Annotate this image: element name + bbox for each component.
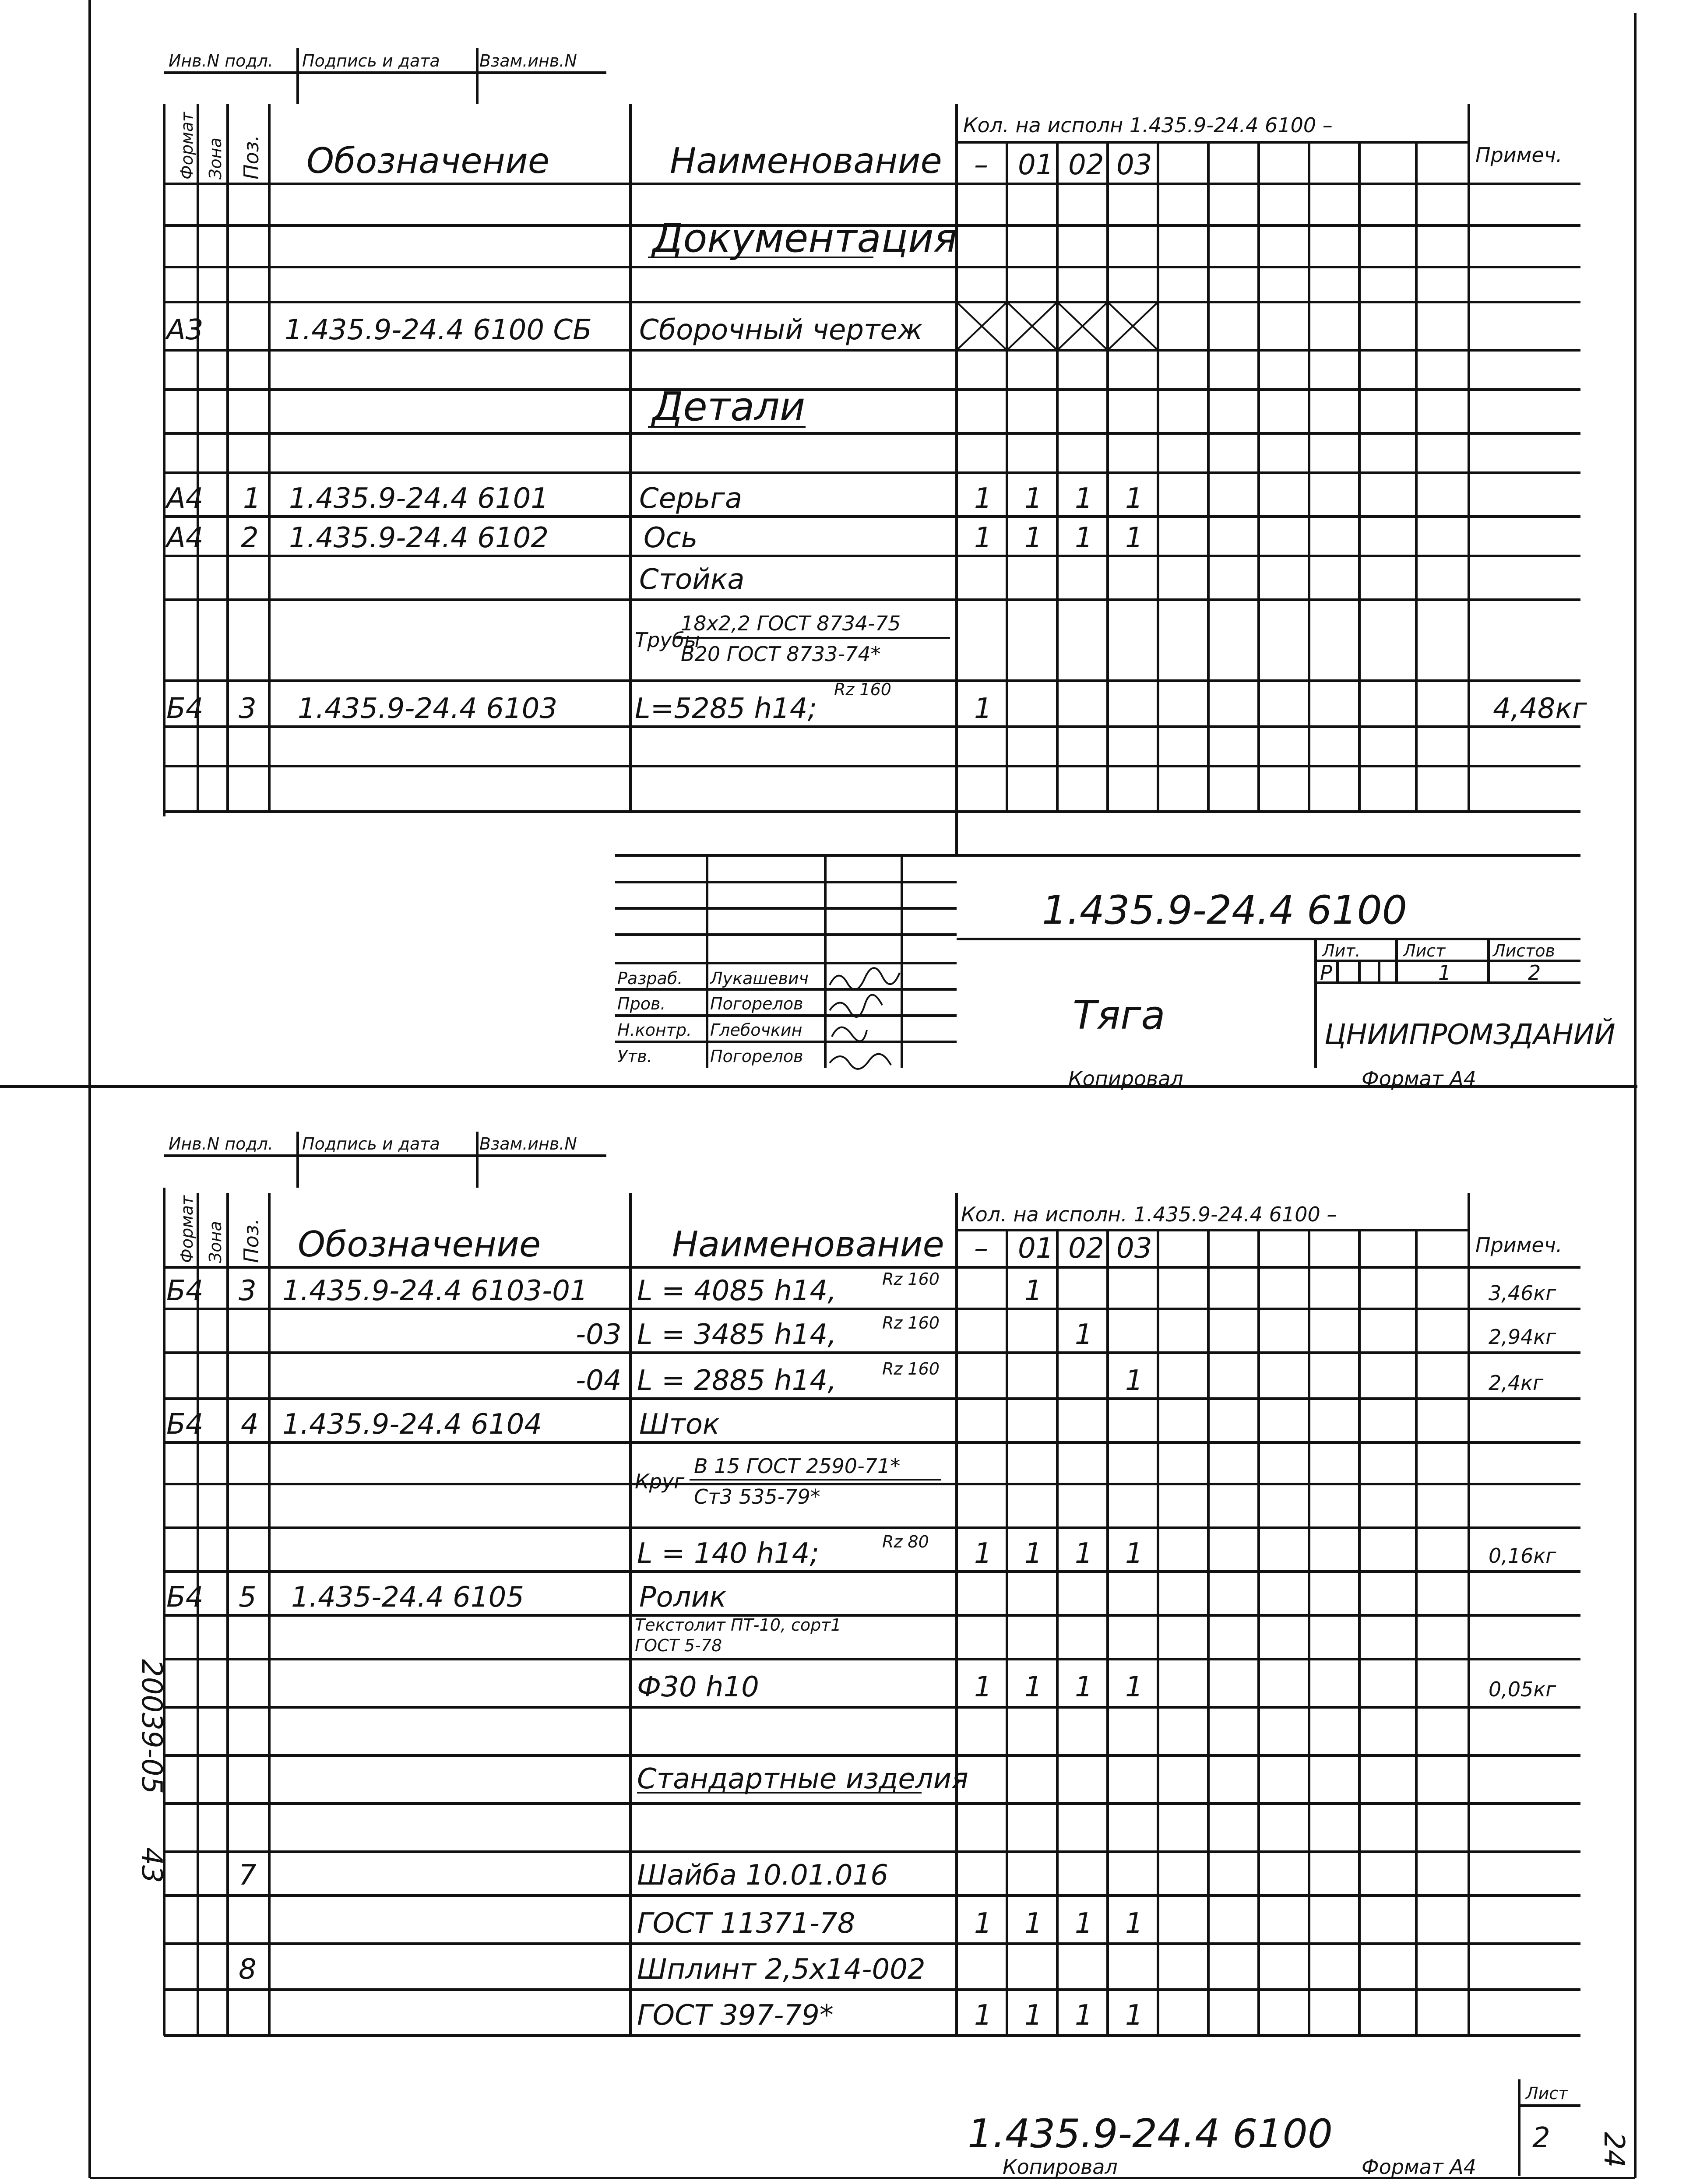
r7-format: Б4: [166, 1581, 204, 1614]
r4-designation: 1.435.9-24.4 6104: [282, 1408, 542, 1441]
row3-designation: 1.435.9-24.4 6102: [289, 522, 549, 554]
rod-material-label: Круг: [635, 1470, 685, 1493]
title-doc-code: 1.435.9-24.4 6100: [1042, 887, 1408, 933]
r12-name: Шплинт 2,5х14-002: [637, 1953, 926, 1986]
row2-name: Серьга: [639, 482, 743, 515]
r1-q1: 1: [1024, 1275, 1042, 1307]
r9-q0: 1: [974, 1671, 992, 1703]
footer2-copied: Копировал: [1003, 2155, 1118, 2179]
pipe-label: Трубы: [635, 628, 700, 652]
section-documentation: Документация: [652, 215, 957, 261]
r2-designation: -03: [576, 1319, 622, 1351]
r4-format: Б4: [166, 1408, 204, 1441]
row5-name: L=5285 h14;: [635, 693, 817, 725]
row1-format: А3: [166, 314, 204, 346]
qty2-col-0: –: [974, 1232, 988, 1265]
stamp-inv-no: Инв.N подл.: [169, 51, 273, 70]
qty2-col-1: 01: [1018, 1232, 1054, 1265]
header2-qty-title: Кол. на исполн. 1.435.9-24.4 6100 –: [961, 1203, 1337, 1226]
r11-q3: 1: [1125, 1907, 1143, 1940]
r11-q2: 1: [1075, 1907, 1093, 1940]
row2-pos: 1: [243, 482, 261, 515]
header2-designation: Обозначение: [298, 1224, 541, 1265]
r1-note: 3,46кг: [1489, 1281, 1556, 1305]
r6-q1: 1: [1024, 1537, 1042, 1570]
r3-note: 2,4кг: [1489, 1371, 1544, 1395]
section-parts: Детали: [652, 384, 806, 430]
header2-zone: Зона: [206, 1221, 225, 1263]
r12-pos: 8: [239, 1953, 257, 1986]
corner-number: 24: [1598, 2132, 1630, 2168]
row1-designation: 1.435.9-24.4 6100 СБ: [285, 314, 592, 346]
title-sheet-label: Лист: [1403, 941, 1446, 960]
row5-format: Б4: [166, 693, 204, 725]
row5-designation: 1.435.9-24.4 6103: [298, 693, 558, 725]
r13-q3: 1: [1125, 1999, 1143, 2032]
stamp2-sign-date: Подпись и дата: [302, 1134, 440, 1154]
r11-q1: 1: [1024, 1907, 1042, 1940]
header-note: Примеч.: [1475, 143, 1563, 167]
r13-q2: 1: [1075, 1999, 1093, 2032]
r7-pos: 5: [239, 1581, 257, 1614]
r13-q0: 1: [974, 1999, 992, 2032]
header-name: Наименование: [670, 141, 942, 181]
rod-material-bottom: Ст3 535-79*: [694, 1485, 820, 1509]
qty2-col-3: 03: [1116, 1232, 1152, 1265]
r6-note: 0,16кг: [1489, 1544, 1556, 1568]
pipe-top: 18х2,2 ГОСТ 8734-75: [681, 612, 901, 635]
r4-name: Шток: [639, 1408, 720, 1441]
header-pos: Поз.: [239, 135, 263, 179]
staff-role-1: Пров.: [617, 994, 666, 1013]
row5-q0: 1: [974, 693, 992, 725]
row3-q3: 1: [1125, 522, 1143, 554]
qty-col-2: 02: [1068, 149, 1104, 181]
roller-material-line2: ГОСТ 5-78: [635, 1636, 722, 1655]
title-sheets-value: 2: [1528, 961, 1541, 985]
title2-sheet-value: 2: [1532, 2122, 1550, 2154]
row3-q1: 1: [1024, 522, 1042, 554]
staff-role-3: Утв.: [617, 1047, 652, 1066]
title-lit-value: Р: [1320, 961, 1332, 985]
staff-name-1: Погорелов: [710, 994, 803, 1013]
r2-name: L = 3485 h14,: [637, 1319, 837, 1351]
title-sheets-label: Листов: [1493, 941, 1555, 960]
stamp2-inv-no: Инв.N подл.: [169, 1134, 273, 1154]
r1-designation: 1.435.9-24.4 6103-01: [282, 1275, 588, 1307]
staff-name-2: Глебочкин: [710, 1020, 802, 1040]
row2-designation: 1.435.9-24.4 6101: [289, 482, 549, 515]
qty-col-1: 01: [1018, 149, 1054, 181]
title-lit-label: Лит.: [1322, 941, 1361, 960]
title-sheet-value: 1: [1438, 961, 1451, 985]
r3-q3: 1: [1125, 1365, 1143, 1397]
header2-note: Примеч.: [1475, 1233, 1563, 1257]
header2-name: Наименование: [672, 1224, 944, 1265]
r2-note: 2,94кг: [1489, 1325, 1556, 1349]
header-qty-title: Кол. на исполн 1.435.9-24.4 6100 –: [963, 113, 1333, 137]
roller-material-line1: Текстолит ПТ-10, сорт1: [635, 1615, 841, 1635]
r11-q0: 1: [974, 1907, 992, 1940]
r1-roughness: Rz 160: [882, 1270, 940, 1289]
title2-sheet-label: Лист: [1526, 2084, 1568, 2103]
r6-q3: 1: [1125, 1537, 1143, 1570]
r9-note: 0,05кг: [1489, 1678, 1556, 1701]
r2-roughness: Rz 160: [882, 1313, 940, 1333]
qty-col-3: 03: [1116, 149, 1152, 181]
row5-roughness: Rz 160: [834, 680, 891, 699]
r3-name: L = 2885 h14,: [637, 1365, 837, 1397]
header-zone: Зона: [206, 137, 225, 179]
r3-designation: -04: [576, 1365, 622, 1397]
stamp-sign-date: Подпись и дата: [302, 51, 440, 70]
header-designation: Обозначение: [306, 141, 550, 181]
row2-q1: 1: [1024, 482, 1042, 515]
section-standard: Стандартные изделия: [637, 1763, 968, 1795]
r3-roughness: Rz 160: [882, 1359, 940, 1379]
r6-q0: 1: [974, 1537, 992, 1570]
row3-q2: 1: [1075, 522, 1093, 554]
r6-q2: 1: [1075, 1537, 1093, 1570]
r10-name: Шайба 10.01.016: [637, 1859, 888, 1892]
r11-name: ГОСТ 11371-78: [637, 1907, 855, 1940]
r7-name: Ролик: [639, 1581, 726, 1614]
r13-q1: 1: [1024, 1999, 1042, 2032]
signature-scribbles: [830, 968, 900, 1069]
staff-name-3: Погорелов: [710, 1047, 803, 1066]
r13-name: ГОСТ 397-79*: [637, 1999, 834, 2032]
margin-number: 43: [135, 1847, 168, 1883]
row2-format: А4: [166, 482, 204, 515]
qty2-col-2: 02: [1068, 1232, 1104, 1265]
r4-pos: 4: [241, 1408, 259, 1441]
r6-roughness: Rz 80: [882, 1532, 929, 1551]
row5-note: 4,48кг: [1493, 693, 1587, 725]
footer-format: Формат А4: [1362, 1067, 1476, 1090]
staff-role-2: Н.контр.: [617, 1020, 692, 1040]
r7-designation: 1.435-24.4 6105: [291, 1581, 524, 1614]
header-format: Формат: [177, 112, 197, 179]
row5-pos: 3: [239, 693, 257, 725]
r2-q2: 1: [1075, 1319, 1093, 1351]
header2-format: Формат: [177, 1195, 197, 1263]
row2-q3: 1: [1125, 482, 1143, 515]
r1-name: L = 4085 h14,: [637, 1275, 837, 1307]
row1-name: Сборочный чертеж: [639, 314, 923, 346]
row2-q0: 1: [974, 482, 992, 515]
staff-name-0: Лукашевич: [710, 969, 809, 988]
r9-q2: 1: [1075, 1671, 1093, 1703]
header2-pos: Поз.: [239, 1218, 263, 1263]
title2-doc-code: 1.435.9-24.4 6100: [968, 2111, 1333, 2157]
row3-format: А4: [166, 522, 204, 554]
row4-name: Стойка: [639, 563, 745, 596]
r6-name: L = 140 h14;: [637, 1537, 820, 1570]
row3-q0: 1: [974, 522, 992, 554]
qty-col-0: –: [974, 149, 988, 181]
r9-name: Ф30 h10: [637, 1671, 759, 1703]
footer2-format: Формат А4: [1362, 2155, 1476, 2179]
row3-pos: 2: [241, 522, 259, 554]
title-org: ЦНИИПРОМЗДАНИЙ: [1324, 1019, 1615, 1051]
r9-q3: 1: [1125, 1671, 1143, 1703]
rod-material-top: В 15 ГОСТ 2590-71*: [694, 1454, 901, 1478]
r1-format: Б4: [166, 1275, 204, 1307]
pipe-bottom: В20 ГОСТ 8733-74*: [681, 642, 881, 666]
r9-q1: 1: [1024, 1671, 1042, 1703]
stamp2-replace-inv: Взам.инв.N: [479, 1134, 577, 1154]
staff-role-0: Разраб.: [617, 969, 683, 988]
title-name: Тяга: [1073, 992, 1165, 1038]
r1-pos: 3: [239, 1275, 257, 1307]
row3-name: Ось: [644, 522, 698, 554]
stamp-replace-inv: Взам.инв.N: [479, 51, 577, 70]
margin-code: 20039-05: [135, 1659, 168, 1794]
footer-copied: Копировал: [1068, 1067, 1183, 1090]
r10-pos: 7: [239, 1859, 257, 1892]
row2-q2: 1: [1075, 482, 1093, 515]
